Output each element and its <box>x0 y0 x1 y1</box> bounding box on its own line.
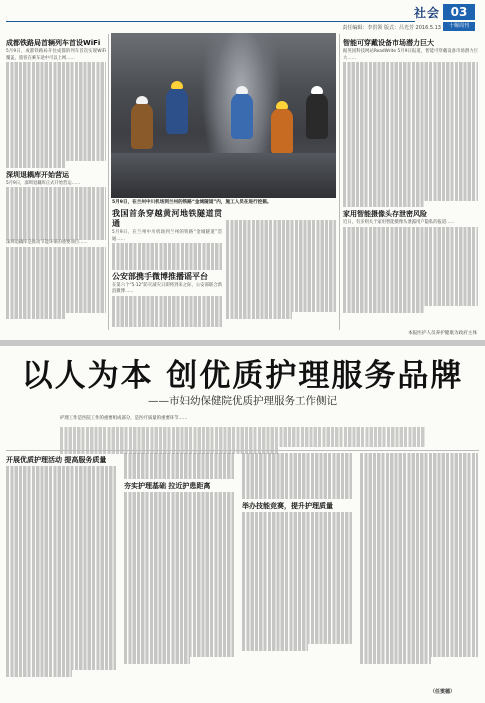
section-title: 社会 <box>413 6 440 20</box>
lead-text: 护理工作是医院工作的重要组成部分，是医疗质量的重要环节…… <box>60 416 188 422</box>
feature-byline: （任雯德） <box>429 689 455 695</box>
center-right-column <box>226 220 336 327</box>
photo-caption: 5月9日，在兰州中川机场到兰州的铁路“金城隧道”内，施工人员在进行挖掘。 <box>112 200 272 205</box>
editor-meta: 责任编辑：李洪领 版式：吕光芳 2016.5.13 <box>342 25 441 31</box>
story-headline-wearables: 智能可穿戴设备市场潜力巨大 <box>343 39 434 47</box>
feature-title: 以人为本 创优质护理服务品牌 <box>21 358 464 394</box>
feature-col2-headline: 夯实护理基础 拉近护患距离 <box>124 482 211 491</box>
feature-subtitle: ——市妇幼保健院优质护理服务工作侧记 <box>148 395 337 407</box>
story-text: 据英国科技网站ReadWrite 5月9日报道，智能可穿戴设备市场潜力巨大…… <box>343 49 478 61</box>
weekly-badge: 十堰周刊 <box>443 22 475 31</box>
story-headline-tunnel: 我国首条穿越黄河地铁隧道贯通 <box>112 209 222 228</box>
feature-column-1 <box>6 453 116 685</box>
story-text: 近日，有多则关于家用智能摄像头泄露用户隐私的报道…… <box>343 220 455 226</box>
left-column <box>6 36 106 326</box>
story-text: 5月9日，成都铁路局开往成都的列车首次实现WiFi覆盖，旅客在乘车途中可以上网…… <box>6 49 106 61</box>
feature-column-2 <box>124 453 234 685</box>
story-text: 5月9日，深圳退耦库正式开始营运…… <box>6 180 81 186</box>
story-headline-shenzhen: 深圳退耦库开始营运 <box>6 170 69 179</box>
story-text: 5月9日，在兰州中川机场到兰州的铁路“金城隧道”贯通…… <box>112 230 222 242</box>
story-headline-weibo: 公安部携手微博推播谣平台 <box>112 271 208 281</box>
right-column <box>343 36 478 326</box>
feature-column-3 <box>242 453 352 685</box>
header-rule <box>6 21 415 22</box>
story-headline-camera: 家用智能摄像头存泄密风险 <box>343 210 427 219</box>
tunnel-workers-photo <box>111 33 336 198</box>
section-divider <box>0 340 485 346</box>
feature-col1-headline: 开展优质护理活动 提高服务质量 <box>6 456 107 464</box>
story-headline-wifi: 成都铁路局首辆列车首设WiFi <box>6 39 101 47</box>
ad-slogan: 本报医护人员养护健康为政府主体 <box>408 331 477 336</box>
feature-column-4 <box>360 453 478 685</box>
center-left-column <box>112 207 222 327</box>
feature-lead <box>60 412 425 454</box>
story-text: 在第六个“5·12”防灾减灾日即将到来之际，公安部联合新浪微博…… <box>112 282 222 295</box>
feature-col3-headline: 举办技能竞赛，提升护理质量 <box>242 502 333 511</box>
story-text: 深圳退耦库是推动节能环保的重要项目…… <box>6 240 88 246</box>
page-number-badge: 03 <box>443 4 475 20</box>
